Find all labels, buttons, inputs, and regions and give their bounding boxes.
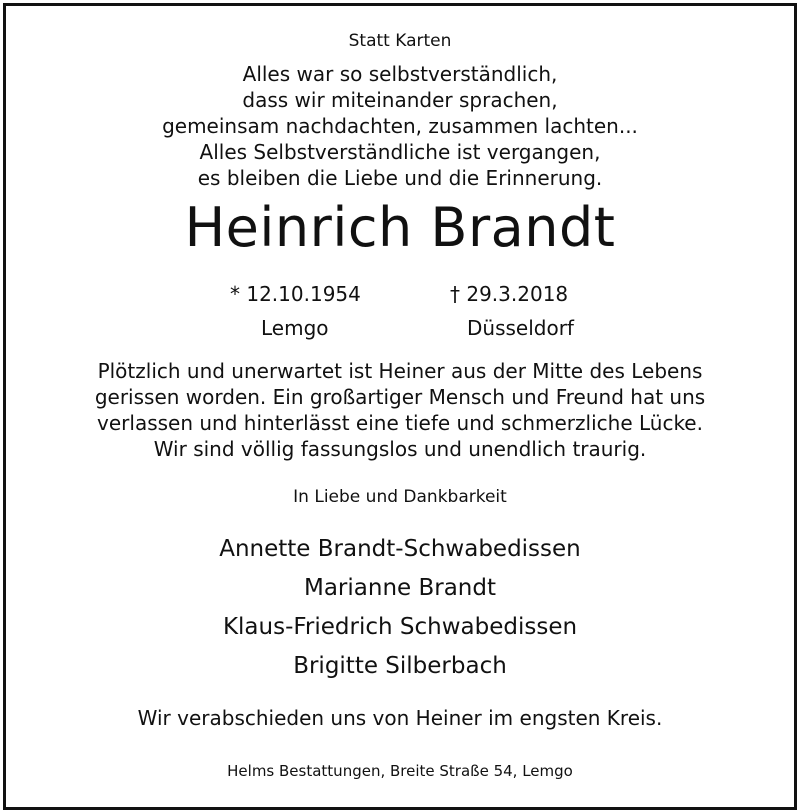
message-line: verlassen und hinterlässt eine tiefe und schmerzliche Lücke. [97,411,703,435]
poem-line: gemeinsam nachdachten, zusammen lachten... [162,114,638,138]
death-place: Düsseldorf [467,316,574,340]
poem-line: es bleiben die Liebe und die Erinnerung. [197,166,603,190]
birth-place: Lemgo [261,316,329,340]
mourner-name: Klaus-Friedrich Schwabedissen [222,614,578,640]
header-text: Statt Karten [348,31,452,51]
message-line: gerissen worden. Ein großartiger Mensch und Freund hat uns [94,385,706,409]
deceased-name: Heinrich Brandt [184,196,616,259]
message-line: Plötzlich und unerwartet ist Heiner aus der Mitte des Lebens [97,359,703,383]
poem-line: Alles war so selbstverständlich, [242,62,558,86]
mourner-name: Brigitte Silberbach [293,653,507,679]
birth-date: * 12.10.1954 [230,282,361,306]
mourner-name: Marianne Brandt [303,575,497,601]
poem [0,61,800,191]
death-date: † 29.3.2018 [450,282,569,306]
message-line: Wir sind völlig fassungslos und unendlich traurig. [153,437,647,461]
mourner-name: Annette Brandt-Schwabedissen [219,536,581,562]
funeral-home-info: Helms Bestattungen, Breite Straße 54, Lemgo [227,762,573,780]
farewell-note: Wir verabschieden uns von Heiner im engsten Kreis. [137,706,663,730]
poem-line: dass wir miteinander sprachen, [242,88,558,112]
message [0,358,800,462]
poem-line: Alles Selbstverständliche ist vergangen, [199,140,601,164]
closing-text: In Liebe und Dankbarkeit [293,487,507,507]
